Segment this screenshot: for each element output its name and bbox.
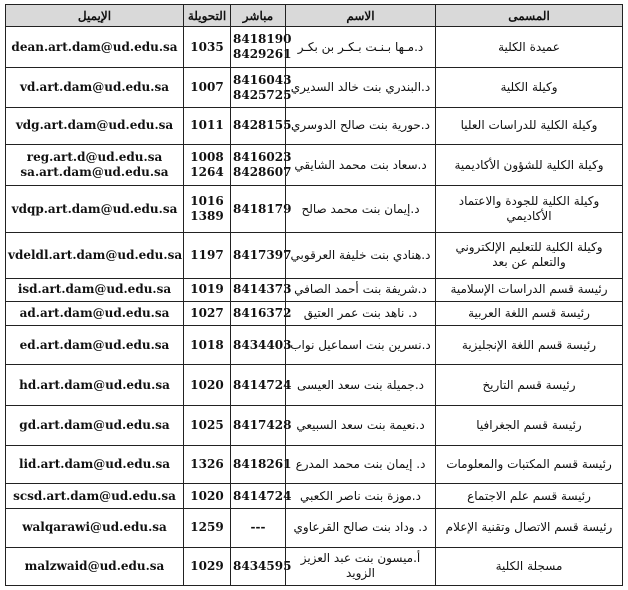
email-link[interactable]: vd.art.dam@ud.edu.sa	[20, 80, 169, 95]
email-link[interactable]: hd.art.dam@ud.edu.sa	[19, 377, 170, 392]
email-link[interactable]: ed.art.dam@ud.edu.sa	[19, 337, 170, 352]
cell-email	[6, 326, 184, 365]
cell-name: د.إيمان بنت محمد صالح	[286, 186, 436, 233]
extension-number: 1259	[190, 520, 224, 535]
cell-direct	[231, 278, 292, 302]
cell-name: د.البندري بنت خالد السديري	[286, 68, 436, 107]
extension-number: 1027	[190, 306, 224, 321]
direct-number: 8428607	[233, 165, 292, 180]
cell-title: رئيسة قسم التاريخ	[436, 365, 623, 405]
direct-number: 8434595	[233, 558, 292, 573]
extension-number: 1018	[190, 337, 224, 352]
contact-directory-table	[5, 4, 623, 586]
cell-email	[6, 107, 184, 144]
table-row	[6, 186, 623, 233]
cell-title: رئيسة قسم اللغة العربية	[436, 302, 623, 326]
direct-number: 8428155	[233, 118, 292, 133]
table-row	[6, 405, 623, 445]
cell-email	[6, 232, 184, 278]
table-row	[6, 446, 623, 484]
cell-direct	[231, 107, 292, 144]
email-link[interactable]: reg.art.d@ud.edu.sa	[26, 150, 163, 165]
extension-number: 1197	[190, 247, 224, 262]
cell-extension	[184, 446, 231, 484]
cell-extension	[184, 232, 231, 278]
cell-direct	[231, 68, 292, 107]
cell-extension	[184, 302, 231, 326]
cell-extension	[184, 547, 231, 585]
email-link[interactable]: scsd.art.dam@ud.edu.sa	[13, 488, 176, 503]
header-extension: التحويلة	[184, 5, 231, 27]
table-row	[6, 326, 623, 365]
cell-extension	[184, 509, 231, 547]
email-link[interactable]: malzwaid@ud.edu.sa	[24, 558, 165, 573]
direct-number: 8414373	[233, 282, 292, 297]
cell-email	[6, 405, 184, 445]
cell-title: رئيسة قسم علم الاجتماع	[436, 484, 623, 509]
email-link[interactable]: lid.art.dam@ud.edu.sa	[18, 457, 171, 472]
cell-title: رئيسة قسم اللغة الإنجليزية	[436, 326, 623, 365]
email-link[interactable]: gd.art.dam@ud.edu.sa	[19, 417, 170, 432]
cell-name: د.سعاد بنت محمد الشايقي	[286, 145, 436, 186]
cell-title: وكيلة الكلية للجودة والاعتماد الأكاديمي	[436, 186, 623, 233]
cell-direct	[231, 27, 292, 68]
table-row	[6, 365, 623, 405]
cell-title: وكيلة الكلية للتعليم الإلكتروني والتعلم عن بعد	[436, 232, 623, 278]
direct-number: 8418190	[233, 32, 292, 47]
cell-email	[6, 302, 184, 326]
cell-direct	[231, 145, 292, 186]
cell-email	[6, 278, 184, 302]
extension-number: 1264	[190, 165, 224, 180]
cell-direct	[231, 326, 292, 365]
direct-number: 8434403	[233, 337, 292, 352]
extension-number: 1008	[190, 150, 224, 165]
cell-title: عميدة الكلية	[436, 27, 623, 68]
extension-number: 1016	[190, 194, 224, 209]
cell-extension	[184, 27, 231, 68]
cell-title: رئيسة قسم الجغرافيا	[436, 405, 623, 445]
cell-name: أ.ميسون بنت عبد العزيز الزويد	[286, 547, 436, 585]
header-email: الإيميل	[6, 5, 184, 27]
cell-name: د.موزة بنت ناصر الكعبي	[286, 484, 436, 509]
email-link[interactable]: vdeldl.art.dam@ud.edu.sa	[8, 247, 183, 262]
direct-number: 8417397	[233, 247, 292, 262]
cell-name: د.مـها بـنـت بـكـر بن بكـر	[286, 27, 436, 68]
header-row	[6, 5, 623, 27]
cell-email	[6, 365, 184, 405]
cell-title: وكيلة الكلية	[436, 68, 623, 107]
direct-number: 8414724	[233, 488, 292, 503]
table-row	[6, 68, 623, 107]
cell-direct	[231, 232, 292, 278]
table-row	[6, 27, 623, 68]
cell-name: د.حورية بنت صالح الدوسري	[286, 107, 436, 144]
email-link[interactable]: ad.art.dam@ud.edu.sa	[19, 306, 170, 321]
table-body	[6, 27, 623, 586]
cell-email	[6, 27, 184, 68]
cell-extension	[184, 365, 231, 405]
cell-direct	[231, 186, 292, 233]
cell-extension	[184, 186, 231, 233]
table-row	[6, 278, 623, 302]
extension-number: 1389	[190, 209, 224, 224]
direct-number: 8416023	[233, 150, 292, 165]
email-link[interactable]: walqarawi@ud.edu.sa	[22, 520, 167, 535]
table-row	[6, 509, 623, 547]
cell-name: د.هنادي بنت خليفة العرقوبي	[286, 232, 436, 278]
cell-direct	[231, 405, 292, 445]
cell-title: رئيسة قسم الاتصال وتقنية الإعلام	[436, 509, 623, 547]
direct-number: 8418179	[233, 201, 292, 216]
email-link[interactable]: vdg.art.dam@ud.edu.sa	[15, 118, 174, 133]
cell-name: د.جميلة بنت سعد العيسى	[286, 365, 436, 405]
email-link[interactable]: vdqp.art.dam@ud.edu.sa	[11, 201, 178, 216]
header-name: الاسم	[286, 5, 436, 27]
table-row	[6, 232, 623, 278]
cell-email	[6, 145, 184, 186]
extension-number: 1326	[190, 457, 224, 472]
cell-name: د. وداد بنت صالح القرعاوي	[286, 509, 436, 547]
cell-title: وكيلة الكلية للدراسات العليا	[436, 107, 623, 144]
cell-direct	[231, 365, 292, 405]
table-row	[6, 107, 623, 144]
email-link[interactable]: sa.art.dam@ud.edu.sa	[20, 165, 169, 180]
cell-name: د. إيمان بنت محمد المدرع	[286, 446, 436, 484]
cell-direct	[231, 302, 292, 326]
table-row	[6, 547, 623, 585]
table-row	[6, 145, 623, 186]
extension-number: 1025	[190, 417, 224, 432]
cell-title: رئيسة قسم المكتبات والمعلومات	[436, 446, 623, 484]
cell-title: رئيسة قسم الدراسات الإسلامية	[436, 278, 623, 302]
cell-extension	[184, 145, 231, 186]
cell-email	[6, 509, 184, 547]
table-row	[6, 484, 623, 509]
extension-number: 1035	[190, 39, 224, 54]
extension-number: 1007	[190, 80, 224, 95]
cell-extension	[184, 278, 231, 302]
cell-name: د.نعيمة بنت سعد السبيعي	[286, 405, 436, 445]
cell-name: د.شريفة بنت أحمد الصافي	[286, 278, 436, 302]
cell-email	[6, 186, 184, 233]
direct-number: 8425725	[233, 87, 292, 102]
cell-extension	[184, 405, 231, 445]
cell-direct	[231, 509, 286, 547]
direct-number: ---	[250, 520, 266, 535]
cell-email	[6, 547, 184, 585]
cell-email	[6, 484, 184, 509]
extension-number: 1019	[190, 282, 224, 297]
direct-number: 8418261	[233, 457, 292, 472]
cell-extension	[184, 326, 231, 365]
header-direct: مباشر	[231, 5, 286, 27]
extension-number: 1011	[190, 118, 224, 133]
direct-number: 8416043	[233, 72, 292, 87]
cell-extension	[184, 68, 231, 107]
table-row	[6, 302, 623, 326]
email-link[interactable]: dean.art.dam@ud.edu.sa	[11, 39, 178, 54]
cell-extension	[184, 107, 231, 144]
cell-email	[6, 68, 184, 107]
cell-direct	[231, 446, 292, 484]
direct-number: 8416372	[233, 306, 292, 321]
extension-number: 1029	[190, 558, 224, 573]
extension-number: 1020	[190, 377, 224, 392]
cell-title: مسجلة الكلية	[436, 547, 623, 585]
direct-number: 8414724	[233, 377, 292, 392]
cell-title: وكيلة الكلية للشؤون الأكاديمية	[436, 145, 623, 186]
cell-email	[6, 446, 184, 484]
cell-extension	[184, 484, 231, 509]
cell-direct	[231, 547, 292, 585]
header-title: المسمى	[436, 5, 623, 27]
direct-number: 8429261	[233, 47, 292, 62]
cell-name: د. ناهد بنت عمر العتيق	[286, 302, 436, 326]
cell-direct	[231, 484, 292, 509]
email-link[interactable]: isd.art.dam@ud.edu.sa	[17, 282, 172, 297]
cell-name: د.نسرين بنت اسماعيل نواب	[286, 326, 436, 365]
direct-number: 8417428	[233, 417, 292, 432]
extension-number: 1020	[190, 488, 224, 503]
